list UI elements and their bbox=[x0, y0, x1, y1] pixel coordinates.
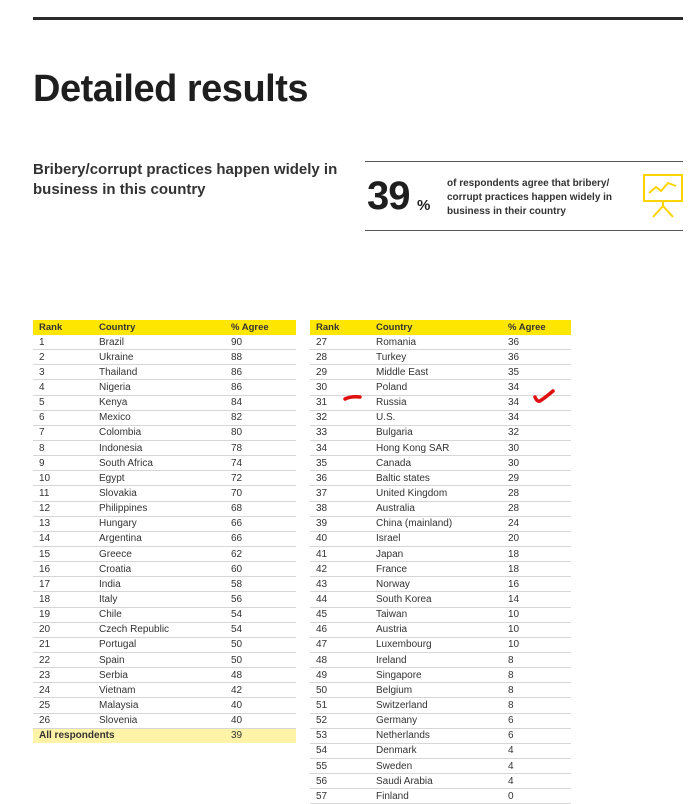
rank-cell: 42 bbox=[310, 562, 370, 577]
country-cell: Saudi Arabia bbox=[370, 774, 502, 789]
agree-cell: 86 bbox=[225, 365, 296, 380]
rank-cell: 49 bbox=[310, 668, 370, 683]
agree-cell: 62 bbox=[225, 546, 296, 561]
agree-cell: 70 bbox=[225, 486, 296, 501]
rank-cell: 13 bbox=[33, 516, 93, 531]
country-header: Country bbox=[93, 320, 225, 335]
table-row bbox=[310, 713, 571, 728]
country-cell: China (mainland) bbox=[370, 516, 502, 531]
table-row bbox=[33, 350, 296, 365]
country-cell: Belgium bbox=[370, 683, 502, 698]
country-cell: Bulgaria bbox=[370, 425, 502, 440]
rank-cell: 2 bbox=[33, 350, 93, 365]
agree-header: % Agree bbox=[225, 320, 296, 335]
country-cell: Hungary bbox=[93, 516, 225, 531]
table-row bbox=[33, 577, 296, 592]
country-cell: Australia bbox=[370, 501, 502, 516]
rank-cell: 51 bbox=[310, 698, 370, 713]
country-cell: Norway bbox=[370, 577, 502, 592]
rank-header: Rank bbox=[310, 320, 370, 335]
country-cell: South Korea bbox=[370, 592, 502, 607]
rank-cell: 34 bbox=[310, 440, 370, 455]
country-cell: Switzerland bbox=[370, 698, 502, 713]
table-row bbox=[33, 713, 296, 728]
country-cell: Taiwan bbox=[370, 607, 502, 622]
agree-cell: 4 bbox=[502, 774, 571, 789]
table-row bbox=[310, 350, 571, 365]
table-row bbox=[310, 743, 571, 758]
rank-cell: 30 bbox=[310, 380, 370, 395]
agree-cell: 16 bbox=[502, 577, 571, 592]
agree-cell: 56 bbox=[225, 592, 296, 607]
table-row bbox=[33, 698, 296, 713]
table-row bbox=[33, 607, 296, 622]
agree-cell: 18 bbox=[502, 546, 571, 561]
rank-cell: 38 bbox=[310, 501, 370, 516]
agree-cell: 10 bbox=[502, 637, 571, 652]
country-cell: Greece bbox=[93, 546, 225, 561]
agree-cell: 40 bbox=[225, 713, 296, 728]
table-row bbox=[310, 486, 571, 501]
country-cell: Croatia bbox=[93, 562, 225, 577]
agree-cell: 78 bbox=[225, 440, 296, 455]
table-row bbox=[33, 365, 296, 380]
table-header-row bbox=[33, 320, 296, 335]
rank-cell: 31 bbox=[310, 395, 370, 410]
agree-cell: 10 bbox=[502, 607, 571, 622]
agree-cell: 29 bbox=[502, 471, 571, 486]
agree-cell: 14 bbox=[502, 592, 571, 607]
rank-cell: 6 bbox=[33, 410, 93, 425]
rank-cell: 10 bbox=[33, 471, 93, 486]
country-cell: Netherlands bbox=[370, 728, 502, 743]
country-cell: Slovakia bbox=[93, 486, 225, 501]
rank-cell: 27 bbox=[310, 335, 370, 350]
all-respondents-value: 39 bbox=[225, 728, 296, 743]
country-cell: Philippines bbox=[93, 501, 225, 516]
agree-cell: 0 bbox=[502, 789, 571, 804]
rank-cell: 11 bbox=[33, 486, 93, 501]
country-cell: Denmark bbox=[370, 743, 502, 758]
rank-cell: 7 bbox=[33, 425, 93, 440]
country-cell: U.S. bbox=[370, 410, 502, 425]
table-row bbox=[33, 531, 296, 546]
country-cell: Russia bbox=[370, 395, 502, 410]
rank-cell: 17 bbox=[33, 577, 93, 592]
agree-cell: 18 bbox=[502, 562, 571, 577]
rank-cell: 50 bbox=[310, 683, 370, 698]
rank-cell: 16 bbox=[33, 562, 93, 577]
rank-cell: 19 bbox=[33, 607, 93, 622]
rank-cell: 32 bbox=[310, 410, 370, 425]
table-row bbox=[310, 652, 571, 667]
table-row bbox=[310, 683, 571, 698]
agree-cell: 35 bbox=[502, 365, 571, 380]
country-cell: Sweden bbox=[370, 758, 502, 773]
rank-cell: 37 bbox=[310, 486, 370, 501]
rank-cell: 1 bbox=[33, 335, 93, 350]
table-row bbox=[33, 486, 296, 501]
agree-cell: 58 bbox=[225, 577, 296, 592]
agree-cell: 4 bbox=[502, 743, 571, 758]
agree-cell: 86 bbox=[225, 380, 296, 395]
table-row bbox=[310, 501, 571, 516]
table-row bbox=[33, 440, 296, 455]
rank-header: Rank bbox=[33, 320, 93, 335]
rank-cell: 35 bbox=[310, 456, 370, 471]
table-row bbox=[33, 410, 296, 425]
country-cell: Japan bbox=[370, 546, 502, 561]
country-cell: France bbox=[370, 562, 502, 577]
agree-cell: 6 bbox=[502, 728, 571, 743]
table-row bbox=[33, 395, 296, 410]
stat-callout bbox=[365, 161, 683, 231]
country-cell: Poland bbox=[370, 380, 502, 395]
table-row bbox=[310, 774, 571, 789]
rank-cell: 43 bbox=[310, 577, 370, 592]
country-cell: Austria bbox=[370, 622, 502, 637]
agree-cell: 8 bbox=[502, 683, 571, 698]
country-cell: Luxembourg bbox=[370, 637, 502, 652]
agree-cell: 72 bbox=[225, 471, 296, 486]
rank-cell: 40 bbox=[310, 531, 370, 546]
country-cell: Egypt bbox=[93, 471, 225, 486]
country-cell: Romania bbox=[370, 335, 502, 350]
page-title: Detailed results bbox=[33, 68, 308, 110]
table-row bbox=[33, 637, 296, 652]
table-row bbox=[33, 683, 296, 698]
agree-cell: 54 bbox=[225, 607, 296, 622]
table-row bbox=[310, 607, 571, 622]
agree-cell: 32 bbox=[502, 425, 571, 440]
rank-cell: 14 bbox=[33, 531, 93, 546]
rank-cell: 56 bbox=[310, 774, 370, 789]
table-row bbox=[33, 456, 296, 471]
agree-cell: 40 bbox=[225, 698, 296, 713]
agree-cell: 8 bbox=[502, 652, 571, 667]
table-row bbox=[33, 668, 296, 683]
country-cell: Chile bbox=[93, 607, 225, 622]
rank-cell: 57 bbox=[310, 789, 370, 804]
agree-cell: 20 bbox=[502, 531, 571, 546]
rank-cell: 41 bbox=[310, 546, 370, 561]
table-row bbox=[310, 365, 571, 380]
agree-cell: 48 bbox=[225, 668, 296, 683]
table-row bbox=[310, 622, 571, 637]
agree-cell: 90 bbox=[225, 335, 296, 350]
country-cell: Mexico bbox=[93, 410, 225, 425]
agree-cell: 34 bbox=[502, 395, 571, 410]
table-row bbox=[33, 335, 296, 350]
country-cell: Kenya bbox=[93, 395, 225, 410]
agree-cell: 36 bbox=[502, 350, 571, 365]
table-row bbox=[310, 758, 571, 773]
table-row bbox=[310, 789, 571, 804]
country-cell: Thailand bbox=[93, 365, 225, 380]
country-cell: Indonesia bbox=[93, 440, 225, 455]
table-row bbox=[310, 440, 571, 455]
rank-cell: 8 bbox=[33, 440, 93, 455]
country-cell: Vietnam bbox=[93, 683, 225, 698]
country-cell: India bbox=[93, 577, 225, 592]
rank-cell: 9 bbox=[33, 456, 93, 471]
rank-cell: 26 bbox=[33, 713, 93, 728]
agree-cell: 6 bbox=[502, 713, 571, 728]
table-row bbox=[310, 531, 571, 546]
table-row bbox=[310, 668, 571, 683]
country-cell: Slovenia bbox=[93, 713, 225, 728]
stat-unit: % bbox=[417, 197, 431, 214]
rank-cell: 54 bbox=[310, 743, 370, 758]
rank-cell: 47 bbox=[310, 637, 370, 652]
agree-cell: 30 bbox=[502, 456, 571, 471]
all-respondents-row bbox=[33, 728, 296, 743]
country-cell: Colombia bbox=[93, 425, 225, 440]
country-cell: United Kingdom bbox=[370, 486, 502, 501]
table-row bbox=[310, 516, 571, 531]
stat-value: 39 bbox=[367, 174, 410, 218]
agree-cell: 88 bbox=[225, 350, 296, 365]
agree-cell: 24 bbox=[502, 516, 571, 531]
rank-cell: 21 bbox=[33, 637, 93, 652]
agree-cell: 10 bbox=[502, 622, 571, 637]
all-respondents-label: All respondents bbox=[33, 728, 225, 743]
rank-cell: 5 bbox=[33, 395, 93, 410]
country-cell: Portugal bbox=[93, 637, 225, 652]
country-cell: Italy bbox=[93, 592, 225, 607]
country-cell: Serbia bbox=[93, 668, 225, 683]
agree-cell: 66 bbox=[225, 516, 296, 531]
agree-cell: 4 bbox=[502, 758, 571, 773]
rank-cell: 4 bbox=[33, 380, 93, 395]
country-cell: Canada bbox=[370, 456, 502, 471]
table-row bbox=[310, 728, 571, 743]
rank-cell: 24 bbox=[33, 683, 93, 698]
agree-cell: 50 bbox=[225, 637, 296, 652]
rank-cell: 18 bbox=[33, 592, 93, 607]
agree-cell: 74 bbox=[225, 456, 296, 471]
table-row bbox=[310, 425, 571, 440]
rank-cell: 48 bbox=[310, 652, 370, 667]
rank-cell: 55 bbox=[310, 758, 370, 773]
agree-cell: 66 bbox=[225, 531, 296, 546]
section-subtitle: Bribery/corrupt practices happen widely in business in this country bbox=[33, 161, 338, 198]
rank-cell: 36 bbox=[310, 471, 370, 486]
rank-cell: 12 bbox=[33, 501, 93, 516]
table-row bbox=[33, 652, 296, 667]
rank-cell: 15 bbox=[33, 546, 93, 561]
table-row bbox=[310, 471, 571, 486]
agree-cell: 84 bbox=[225, 395, 296, 410]
agree-cell: 36 bbox=[502, 335, 571, 350]
results-table-left bbox=[33, 320, 296, 743]
rank-cell: 29 bbox=[310, 365, 370, 380]
country-cell: Hong Kong SAR bbox=[370, 440, 502, 455]
agree-cell: 8 bbox=[502, 698, 571, 713]
country-cell: Finland bbox=[370, 789, 502, 804]
agree-cell: 82 bbox=[225, 410, 296, 425]
country-cell: Ireland bbox=[370, 652, 502, 667]
country-cell: Brazil bbox=[93, 335, 225, 350]
table-row bbox=[33, 471, 296, 486]
rank-cell: 25 bbox=[33, 698, 93, 713]
country-cell: Israel bbox=[370, 531, 502, 546]
agree-cell: 60 bbox=[225, 562, 296, 577]
rank-cell: 39 bbox=[310, 516, 370, 531]
table-row bbox=[33, 562, 296, 577]
rank-cell: 53 bbox=[310, 728, 370, 743]
rank-cell: 28 bbox=[310, 350, 370, 365]
table-row bbox=[310, 637, 571, 652]
rank-cell: 20 bbox=[33, 622, 93, 637]
table-row bbox=[33, 622, 296, 637]
agree-cell: 54 bbox=[225, 622, 296, 637]
rank-cell: 46 bbox=[310, 622, 370, 637]
rank-cell: 52 bbox=[310, 713, 370, 728]
presentation-chart-icon bbox=[643, 173, 683, 219]
agree-cell: 8 bbox=[502, 668, 571, 683]
table-row bbox=[310, 456, 571, 471]
agree-cell: 34 bbox=[502, 380, 571, 395]
country-cell: Ukraine bbox=[93, 350, 225, 365]
table-header-row bbox=[310, 320, 571, 335]
agree-cell: 50 bbox=[225, 652, 296, 667]
table-row bbox=[310, 592, 571, 607]
country-cell: Spain bbox=[93, 652, 225, 667]
top-rule bbox=[33, 17, 683, 20]
country-cell: Singapore bbox=[370, 668, 502, 683]
agree-cell: 80 bbox=[225, 425, 296, 440]
agree-header: % Agree bbox=[502, 320, 571, 335]
red-dash-mark bbox=[343, 393, 363, 403]
table-row bbox=[310, 335, 571, 350]
table-row bbox=[310, 546, 571, 561]
table-row bbox=[310, 410, 571, 425]
agree-cell: 30 bbox=[502, 440, 571, 455]
country-cell: South Africa bbox=[93, 456, 225, 471]
table-row bbox=[33, 425, 296, 440]
agree-cell: 34 bbox=[502, 410, 571, 425]
rank-cell: 33 bbox=[310, 425, 370, 440]
rank-cell: 44 bbox=[310, 592, 370, 607]
agree-cell: 68 bbox=[225, 501, 296, 516]
rank-cell: 3 bbox=[33, 365, 93, 380]
country-cell: Middle East bbox=[370, 365, 502, 380]
country-cell: Argentina bbox=[93, 531, 225, 546]
agree-cell: 28 bbox=[502, 486, 571, 501]
table-row bbox=[310, 698, 571, 713]
table-row bbox=[33, 501, 296, 516]
table-row bbox=[33, 380, 296, 395]
agree-cell: 42 bbox=[225, 683, 296, 698]
rank-cell: 22 bbox=[33, 652, 93, 667]
table-row bbox=[33, 592, 296, 607]
country-header: Country bbox=[370, 320, 502, 335]
table-row bbox=[310, 562, 571, 577]
red-check-mark bbox=[532, 388, 556, 406]
rank-cell: 23 bbox=[33, 668, 93, 683]
country-cell: Malaysia bbox=[93, 698, 225, 713]
country-cell: Czech Republic bbox=[93, 622, 225, 637]
rank-cell: 45 bbox=[310, 607, 370, 622]
table-row bbox=[33, 546, 296, 561]
table-row bbox=[310, 577, 571, 592]
country-cell: Nigeria bbox=[93, 380, 225, 395]
agree-cell: 28 bbox=[502, 501, 571, 516]
country-cell: Turkey bbox=[370, 350, 502, 365]
country-cell: Baltic states bbox=[370, 471, 502, 486]
country-cell: Germany bbox=[370, 713, 502, 728]
table-row bbox=[33, 516, 296, 531]
stat-description: of respondents agree that bribery/ corrupt practices happen widely in business in their country bbox=[447, 178, 613, 217]
